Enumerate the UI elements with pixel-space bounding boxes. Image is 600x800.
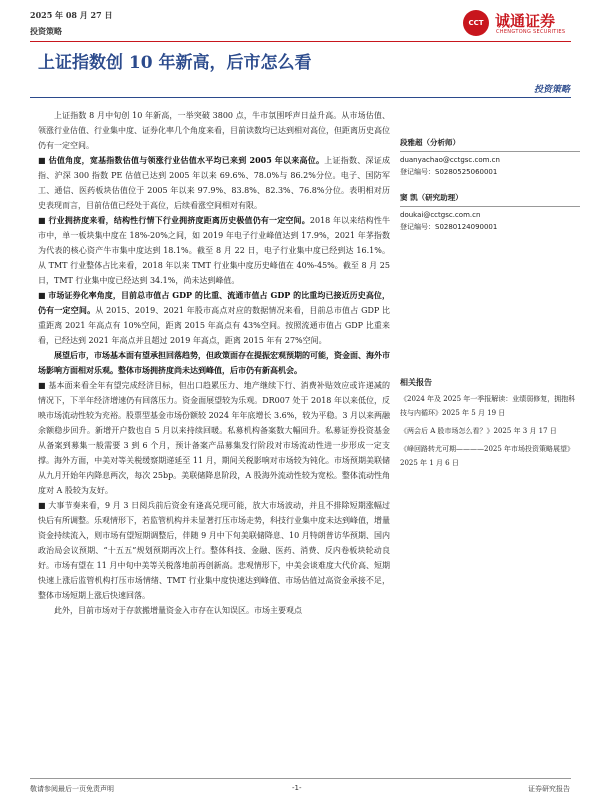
analyst-divider	[400, 206, 580, 207]
related-report-item[interactable]: 《2024 年及 2025 年一季报解读：业绩弱修复，拥抱科技与内循环》2025 年 5 月 19 日	[400, 395, 576, 417]
footer-report-label: 证券研究报告	[528, 785, 570, 793]
bullet-icon: ■	[38, 381, 49, 390]
related-report-item[interactable]: 《峰回路转尤可期————2025 年市场投资策略展望》 2025 年 1 月 6 日	[400, 445, 575, 467]
paragraph-valuation: ■ 估值角度，宽基指数估值与领涨行业估值水平均已来到 2005 年以来高位。上证指数、深证成指、沪深 300 指数 PE 估值已达到 2005 年以来 69.6%、78.0%与 86.2%分位。电子、国防军工、通信、医药板块估值位于 2005 年以来 97.9%、83.8%、82.3%、76.8%分位。表明相对历史表现而言，目前估值已经处于高位，后续看涨空间相对有限。	[38, 155, 390, 210]
report-type: 投资策略	[30, 26, 62, 36]
paragraph-events: ■ 大事节奏来看，9 月 3 日阅兵前后资金有逢高兑现可能，放大市场波动，并且不排除短期涨幅过快后有所调整。乐观情形下，若监管机构并未显著打压市场走势，科技行业集中度未达到峰值，增量资金持续流入，则市场有望短期调整后，伴随 9 月中下旬美联储降息、10 月特朗普访华预期、国内政治局会议预期、“十五五”规划预期再次上行。整体科技、金融、医药、消费、反内卷板块轮动良好。市场有望在 11 月中旬中美等关税落地前再创新高。悲观情形下，中美会谈难度大代价高、短期快速上涨后监管机构打压市场情绪、TMT 行业集中度快速达到峰值、市场估值过高资金承接不足，整体市场短期上涨后快速回落。	[38, 501, 390, 600]
related-report-item[interactable]: 《两会后 A 股市场怎么看？》2025 年 3 月 17 日	[400, 427, 557, 435]
footer-disclaimer: 敬请参阅最后一页免责声明	[30, 785, 114, 793]
bullet-icon: ■	[38, 291, 49, 300]
footer-divider	[30, 778, 571, 779]
analyst-email[interactable]: doukai@cctgsc.com.cn	[400, 211, 481, 219]
paragraph-fundamentals: ■ 基本面来看全年有望完成经济目标，但出口趋累压力、地产继续下行、消费补贴效应或许递减的情况下，下半年经济增速仍有回落压力。资金面展望较为乐观。DR007 处于 2018 年以来低位，反映市场流动性较为充裕。股票型基金市场份额较 2024 年年底增长 3.6%，较为平稳。3 月以来两融余额稳步回升。新增开户数也自 5 月以来持续回暖。私募机构备案数大幅回升。私募证券投资基金从备案到募集一般需要 3 到 6 个月，预计备案产品募集发行阶段对市场流动性进一步形成一定支撑。海外方面，中美对等关税缓察期递延至 11 月，期间关税影响对市场较为钝化。市场预期美联储从九月开始年内降息两次，每次 25bp。美联储降息阶段，A 股海外流动性较为宽松。整体流动性角度对 A 股较为友好。	[38, 381, 391, 495]
section-tag: 投资策略	[533, 85, 570, 95]
logo-name-en: CHENGTONG SECURITIES	[496, 29, 566, 35]
related-reports-title: 相关报告	[400, 377, 432, 387]
analyst-cert: 登记编号：S0280525060001	[400, 168, 498, 176]
bullet-icon: ■	[38, 216, 49, 225]
bullet-icon: ■	[38, 156, 49, 165]
analyst-divider	[400, 151, 580, 152]
analyst-card	[400, 137, 580, 178]
logo-name: 诚通证券	[495, 12, 556, 30]
logo-mark-icon: CCT	[463, 10, 489, 36]
analyst-card	[400, 192, 580, 233]
page-number: -1-	[292, 784, 302, 792]
title-divider	[30, 97, 571, 98]
bullet-icon: ■	[38, 501, 49, 510]
header-divider	[30, 41, 571, 42]
main-body	[38, 108, 390, 618]
analyst-name: 窦 凯（研究助理）	[400, 193, 463, 202]
report-date: 2025 年 08 月 27 日	[30, 10, 113, 20]
paragraph-crowding: ■ 行业拥挤度来看，结构性行情下行业拥挤度距离历史极值仍有一定空间。2018 年以来结构性牛市中，单一板块集中度在 18%-20%之间，如 2019 年电子行业峰值达到 17.9%，2021 年茅指数为代表的核心资产牛市集中度达到 18.1%。截至 8 月 22 日，电子行业集中度已经到达 16.1%。从 TMT 行业整体占比来看，2018 年以来 TMT 行业集中度历史峰值在 40%-45%。截至 8 月 25 日，TMT 行业集中度已经达到 34.1%，尚未达到峰值。	[38, 215, 391, 285]
analyst-email[interactable]: duanyachao@cctgsc.com.cn	[400, 156, 500, 164]
page-title: 上证指数创 10 年新高，后市怎么看	[38, 53, 312, 73]
paragraph-outlook: 展望后市，市场基本面有望承担回落趋势，但政策面存在提振宏观预期的可能，资金面、海外市场影响方面相对乐观。整体市场拥挤度尚未达到峰值，后市仍有新高机会。	[38, 350, 390, 375]
paragraph-intro: 上证指数 8 月中旬创 10 年新高，一举突破 3800 点，牛市氛围呼声日益升高。从市场估值、领涨行业估值、行业集中度、证券化率几个角度来看，目前读数均已达到相对高位，但距离历史高位仍有一定空间。	[38, 111, 390, 150]
paragraph-deposits: 此外，目前市场对于存款搬增量资金入市存在认知误区。市场主要观点	[54, 606, 302, 615]
analyst-cert: 登记编号：S0280124090001	[400, 223, 498, 231]
analyst-name: 段雅超（分析师）	[400, 138, 460, 147]
paragraph-securitization: ■ 市场证券化率角度，目前总市值占 GDP 的比重、流通市值占 GDP 的比重均已接近历史高位，仍有一定空间。从 2015、2019、2021 年股市高点对应的数据情况来看，目前总市值占 GDP 比重距离 2021 年高点有 10%空间，距离 2015 年高点有 43%空间。按照流通市值占 GDP 比重来看，已经达到 2021 年高点并且超过 2019 年高点，距离 2015 年有 27%空间。	[38, 290, 391, 345]
brand-logo	[463, 8, 583, 40]
related-reports-list	[400, 392, 578, 474]
